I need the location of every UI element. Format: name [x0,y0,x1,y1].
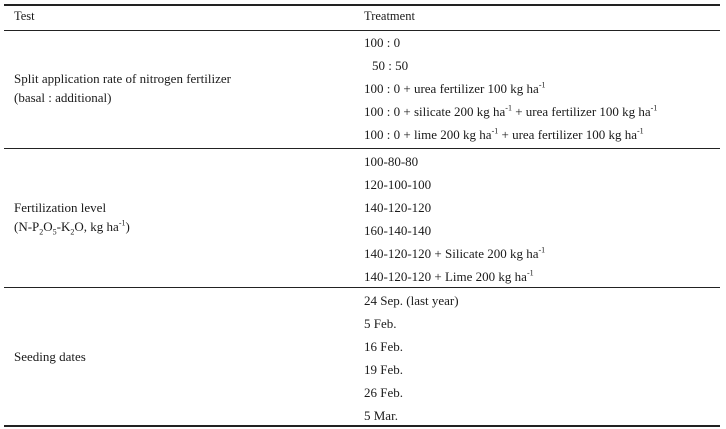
header-treatment: Treatment [364,9,415,23]
treatment-row: 100 : 0 + urea fertilizer 100 kg $ha^{-1}$ [364,80,546,96]
header-test: Test [14,9,35,23]
treatment-row: 50 : 50 [372,58,409,73]
treatment-row: 140-120-120 + Silicate 200 kg $ha^{-1}$ [364,245,546,261]
treatment-row: 5 Feb. [364,316,397,331]
table-top-rule [4,4,720,6]
treatment-row: 24 Sep. (last year) [364,293,459,308]
treatment-row: 16 Feb. [364,339,403,354]
group2-test-line1: Fertilization level [14,200,107,215]
treatment-row: 5 Mar. [364,408,398,423]
table-bottom-rule [4,425,720,427]
group1-rule [4,148,720,149]
treatment-row: 100 : 0 [364,35,401,50]
group1-test-label [14,68,231,109]
group1-test-line2: (basal : additional) [14,90,112,105]
treatment-row: 100 : 0 + lime 200 kg $ha^{-1}$ + urea fertilizer 100 kg $ha^{-1}$ [364,126,644,142]
treatment-row: 19 Feb. [364,362,403,377]
group2-rule [4,287,720,288]
treatment-row: 140-120-120 [364,200,432,215]
treatment-row: 120-100-100 [364,177,432,192]
group2-test-label [14,197,130,238]
group1-test-line1: Split application rate of nitrogen fertilizer [14,71,231,86]
group3-test-line1: Seeding dates [14,349,86,364]
group3-test-label [14,346,86,368]
header-rule [4,30,720,31]
treatment-row: 140-120-120 + Lime 200 kg $ha^{-1}$ [364,268,534,284]
treatment-row: 100 : 0 + silicate 200 kg $ha^{-1}$ + urea fertilizer 100 kg $ha^{-1}$ [364,103,658,119]
treatment-row: 160-140-140 [364,223,432,238]
treatment-row: 26 Feb. [364,385,403,400]
treatment-row: 100-80-80 [364,154,419,169]
group2-test-line2: ($N-P_2O_5-K_2O$, kg $ha^{-1}$) [14,218,130,237]
